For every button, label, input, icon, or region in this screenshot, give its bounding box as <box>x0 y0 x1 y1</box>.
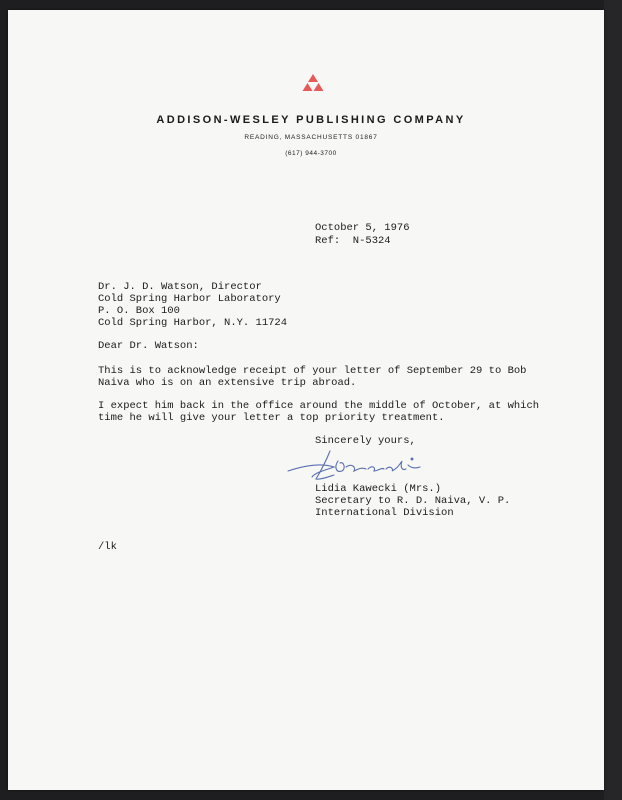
recipient-organization: Cold Spring Harbor Laboratory <box>98 293 281 305</box>
body-paragraph-2-line-2: time he will give your letter a top priority treatment. <box>98 412 445 424</box>
letter-reference: Ref: N-5324 <box>315 235 391 247</box>
signatory-name: Lidia Kawecki (Mrs.) <box>315 483 442 495</box>
recipient-name: Dr. J. D. Watson, Director <box>98 281 262 293</box>
closing: Sincerely yours, <box>315 435 416 447</box>
handwritten-signature <box>286 447 438 487</box>
addison-wesley-logo-icon <box>302 74 324 96</box>
company-address: READING, MASSACHUSETTS 01867 <box>244 134 378 141</box>
recipient-city: Cold Spring Harbor, N.Y. 11724 <box>98 317 288 329</box>
body-paragraph-1-line-1: This is to acknowledge receipt of your letter of September 29 to Bob <box>98 365 527 377</box>
company-phone: (617) 944-3700 <box>285 150 337 157</box>
signatory-title: Secretary to R. D. Naiva, V. P. <box>315 495 511 507</box>
body-paragraph-2-line-1: I expect him back in the office around the middle of October, at which <box>98 400 540 412</box>
body-paragraph-1-line-2: Naiva who is on an extensive trip abroad. <box>98 377 357 389</box>
company-name: ADDISON-WESLEY PUBLISHING COMPANY <box>156 114 466 126</box>
salutation: Dear Dr. Watson: <box>98 340 199 352</box>
recipient-po-box: P. O. Box 100 <box>98 305 180 317</box>
signatory-division: International Division <box>315 507 454 519</box>
typist-initials: /lk <box>98 541 117 553</box>
letter-date: October 5, 1976 <box>315 222 410 234</box>
